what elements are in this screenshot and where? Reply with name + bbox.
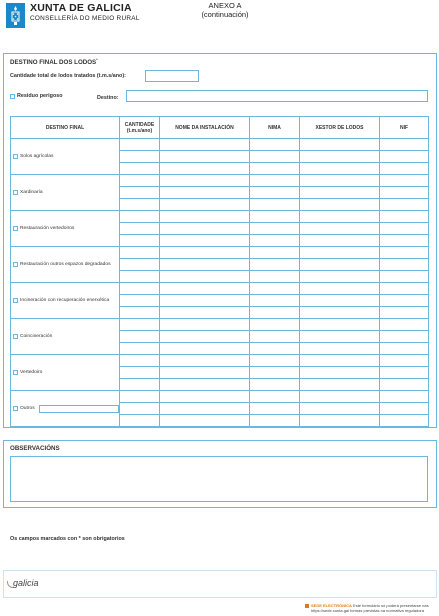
xunta-shield-icon: [6, 3, 25, 28]
destino-category-label: Solos agrícolas: [20, 154, 54, 159]
nome-instalacion-cell[interactable]: [160, 379, 250, 391]
org-name: XUNTA DE GALICIA: [30, 2, 132, 14]
destino-category-label: Coincineración: [20, 334, 53, 339]
required-mark: *: [96, 57, 98, 62]
xestor-lodos-cell[interactable]: [300, 391, 380, 403]
col-header-xestor-lodos: XESTOR DE LODOS: [300, 117, 380, 139]
nome-instalacion-cell[interactable]: [160, 367, 250, 379]
sede-electronica-icon: [305, 604, 309, 608]
sede-line2: formas previstas na normativa reguladora: [350, 608, 424, 613]
destino-category-cell: [11, 319, 120, 355]
nima-cell[interactable]: [250, 199, 300, 211]
cantidade-cell[interactable]: [120, 271, 160, 283]
nome-instalacion-cell[interactable]: [160, 343, 250, 355]
nima-cell[interactable]: [250, 271, 300, 283]
nif-cell[interactable]: [380, 235, 429, 247]
xestor-lodos-cell[interactable]: [300, 235, 380, 247]
nima-cell[interactable]: [250, 187, 300, 199]
cantidade-cell[interactable]: [120, 415, 160, 427]
destino-category-label: Xardinaría: [20, 190, 43, 195]
nome-instalacion-cell[interactable]: [160, 391, 250, 403]
cantidade-cell[interactable]: [120, 211, 160, 223]
nima-cell[interactable]: [250, 259, 300, 271]
nima-cell[interactable]: [250, 223, 300, 235]
nif-cell[interactable]: [380, 259, 429, 271]
nome-instalacion-cell[interactable]: [160, 319, 250, 331]
cantidade-cell[interactable]: [120, 163, 160, 175]
nima-cell[interactable]: [250, 235, 300, 247]
sede-line1: Este formulario só poderá presentarse nas: [353, 603, 429, 608]
nome-instalacion-cell[interactable]: [160, 271, 250, 283]
nome-instalacion-cell[interactable]: [160, 259, 250, 271]
nome-instalacion-cell[interactable]: [160, 355, 250, 367]
required-fields-note: Os campos marcados con * son obrigatorios: [10, 536, 125, 542]
nome-instalacion-cell[interactable]: [160, 235, 250, 247]
nome-instalacion-cell[interactable]: [160, 331, 250, 343]
cantidade-cell[interactable]: [120, 379, 160, 391]
nima-cell[interactable]: [250, 355, 300, 367]
nif-cell[interactable]: [380, 163, 429, 175]
xestor-lodos-cell[interactable]: [300, 139, 380, 151]
nima-cell[interactable]: [250, 343, 300, 355]
nome-instalacion-cell[interactable]: [160, 295, 250, 307]
xestor-lodos-cell[interactable]: [300, 283, 380, 295]
nif-cell[interactable]: [380, 403, 429, 415]
nome-instalacion-cell[interactable]: [160, 415, 250, 427]
annex-subtitle: (continuación): [201, 10, 249, 19]
cantidade-cell[interactable]: [120, 355, 160, 367]
destino-category-checkbox[interactable]: [13, 298, 18, 303]
residuo-perigoso-checkbox[interactable]: [10, 94, 15, 99]
nima-cell[interactable]: [250, 139, 300, 151]
sede-url[interactable]: https://sede.xunta.gal: [311, 608, 350, 613]
cantidade-cell[interactable]: [120, 223, 160, 235]
destino-input[interactable]: [126, 90, 428, 102]
xestor-lodos-cell[interactable]: [300, 187, 380, 199]
observacions-title: OBSERVACIÓNS: [10, 445, 60, 452]
destino-category-checkbox[interactable]: [13, 190, 18, 195]
nome-instalacion-cell[interactable]: [160, 211, 250, 223]
xestor-lodos-cell[interactable]: [300, 259, 380, 271]
residuo-perigoso-label: Residuo perigoso: [17, 93, 63, 99]
xestor-lodos-cell[interactable]: [300, 331, 380, 343]
nif-cell[interactable]: [380, 139, 429, 151]
col-header-nome-instalacion: NOME DA INSTALACIÓN: [160, 117, 250, 139]
cantidade-cell[interactable]: [120, 391, 160, 403]
nif-cell[interactable]: [380, 271, 429, 283]
cantidade-cell[interactable]: [120, 307, 160, 319]
xestor-lodos-cell[interactable]: [300, 415, 380, 427]
xestor-lodos-cell[interactable]: [300, 367, 380, 379]
nif-cell[interactable]: [380, 331, 429, 343]
xestor-lodos-cell[interactable]: [300, 379, 380, 391]
nima-cell[interactable]: [250, 151, 300, 163]
cantidade-cell[interactable]: [120, 403, 160, 415]
table-row: [11, 247, 429, 259]
nima-cell[interactable]: [250, 211, 300, 223]
cantidade-cell[interactable]: [120, 343, 160, 355]
nif-cell[interactable]: [380, 151, 429, 163]
nima-cell[interactable]: [250, 295, 300, 307]
nif-cell[interactable]: [380, 295, 429, 307]
xestor-lodos-cell[interactable]: [300, 355, 380, 367]
destino-category-label: Outros: [20, 406, 35, 411]
cantidade-total-input[interactable]: [145, 70, 199, 82]
sede-name: SEDE ELECTRÓNICA: [311, 603, 352, 608]
nome-instalacion-cell[interactable]: [160, 175, 250, 187]
nome-instalacion-cell[interactable]: [160, 223, 250, 235]
dept-name: CONSELLERÍA DO MEDIO RURAL: [30, 15, 140, 22]
xestor-lodos-cell[interactable]: [300, 211, 380, 223]
nif-cell[interactable]: [380, 343, 429, 355]
xestor-lodos-cell[interactable]: [300, 403, 380, 415]
nome-instalacion-cell[interactable]: [160, 247, 250, 259]
nif-cell[interactable]: [380, 187, 429, 199]
destino-category-cell: [11, 391, 120, 427]
col-header-cantidade: CANTIDADE (t.m.s/ano): [120, 117, 160, 139]
col-header-nima: NIMA: [250, 117, 300, 139]
destino-category-cell: [11, 139, 120, 175]
destino-category-cell: [11, 211, 120, 247]
destino-category-cell: [11, 247, 120, 283]
xestor-lodos-cell[interactable]: [300, 163, 380, 175]
cantidade-cell[interactable]: [120, 247, 160, 259]
cantidade-cell[interactable]: [120, 283, 160, 295]
nif-cell[interactable]: [380, 391, 429, 403]
cantidade-total-label: Cantidade total de lodos tratados (t.m.s/ano):: [10, 73, 126, 79]
destino-category-label: Restauración outros espazos degradados: [20, 262, 111, 267]
xestor-lodos-cell[interactable]: [300, 295, 380, 307]
nif-cell[interactable]: [380, 379, 429, 391]
nome-instalacion-cell[interactable]: [160, 283, 250, 295]
nif-cell[interactable]: [380, 175, 429, 187]
destino-section-title: DESTINO FINAL DOS LODOS*: [10, 57, 98, 67]
cantidade-cell[interactable]: [120, 199, 160, 211]
destino-category-checkbox[interactable]: [13, 370, 18, 375]
nima-cell[interactable]: [250, 283, 300, 295]
destino-category-label: Incineración con recuperación enerxética: [20, 298, 110, 303]
galicia-logo: galicia: [13, 578, 39, 588]
nima-cell[interactable]: [250, 415, 300, 427]
destino-category-cell: [11, 355, 120, 391]
xestor-lodos-cell[interactable]: [300, 223, 380, 235]
nima-cell[interactable]: [250, 319, 300, 331]
table-row: [11, 175, 429, 187]
xestor-lodos-cell[interactable]: [300, 151, 380, 163]
destino-category-label: Restauración vertedoiros: [20, 226, 75, 231]
table-row: [11, 355, 429, 367]
nif-cell[interactable]: [380, 223, 429, 235]
nif-cell[interactable]: [380, 283, 429, 295]
nif-cell[interactable]: [380, 367, 429, 379]
xestor-lodos-cell[interactable]: [300, 175, 380, 187]
nima-cell[interactable]: [250, 403, 300, 415]
destino-category-cell: [11, 175, 120, 211]
xestor-lodos-cell[interactable]: [300, 199, 380, 211]
nima-cell[interactable]: [250, 307, 300, 319]
table-row: [11, 319, 429, 331]
destino-category-checkbox[interactable]: [13, 226, 18, 231]
table-row: [11, 283, 429, 295]
nome-instalacion-cell[interactable]: [160, 163, 250, 175]
cantidade-cell[interactable]: [120, 295, 160, 307]
table-row: [11, 139, 429, 151]
nif-cell[interactable]: [380, 415, 429, 427]
destino-category-label: Vertedoiro: [20, 370, 43, 375]
nome-instalacion-cell[interactable]: [160, 139, 250, 151]
outros-specify-input[interactable]: [39, 405, 119, 413]
table-row: [11, 391, 429, 403]
nima-cell[interactable]: [250, 175, 300, 187]
nif-cell[interactable]: [380, 199, 429, 211]
annex-title: ANEXO A: [208, 1, 242, 10]
nima-cell[interactable]: [250, 247, 300, 259]
nome-instalacion-cell[interactable]: [160, 403, 250, 415]
xestor-lodos-cell[interactable]: [300, 271, 380, 283]
nima-cell[interactable]: [250, 379, 300, 391]
nome-instalacion-cell[interactable]: [160, 151, 250, 163]
xestor-lodos-cell[interactable]: [300, 319, 380, 331]
cantidade-cell[interactable]: [120, 367, 160, 379]
xestor-lodos-cell[interactable]: [300, 247, 380, 259]
nif-cell[interactable]: [380, 319, 429, 331]
cantidade-cell[interactable]: [120, 259, 160, 271]
destino-category-checkbox[interactable]: [13, 262, 18, 267]
nome-instalacion-cell[interactable]: [160, 199, 250, 211]
xestor-lodos-cell[interactable]: [300, 307, 380, 319]
xestor-lodos-cell[interactable]: [300, 343, 380, 355]
col-header-destino-final: DESTINO FINAL: [11, 117, 120, 139]
cantidade-cell[interactable]: [120, 235, 160, 247]
cantidade-cell[interactable]: [120, 151, 160, 163]
cantidade-cell[interactable]: [120, 331, 160, 343]
nima-cell[interactable]: [250, 367, 300, 379]
sede-electronica-note: [311, 603, 429, 613]
nome-instalacion-cell[interactable]: [160, 307, 250, 319]
cantidade-cell[interactable]: [120, 139, 160, 151]
nima-cell[interactable]: [250, 391, 300, 403]
destino-category-cell: [11, 283, 120, 319]
nif-cell[interactable]: [380, 355, 429, 367]
destino-category-checkbox[interactable]: [13, 334, 18, 339]
table-header-row: [11, 117, 429, 139]
destino-final-table: [10, 116, 429, 427]
nima-cell[interactable]: [250, 163, 300, 175]
nif-cell[interactable]: [380, 211, 429, 223]
nif-cell[interactable]: [380, 247, 429, 259]
footer-box: [3, 570, 437, 598]
cantidade-cell[interactable]: [120, 187, 160, 199]
nima-cell[interactable]: [250, 331, 300, 343]
cantidade-cell[interactable]: [120, 175, 160, 187]
destino-label: Destino:: [97, 95, 119, 101]
col-header-nif: NIF: [380, 117, 429, 139]
destino-category-checkbox[interactable]: [13, 406, 18, 411]
observacions-textarea[interactable]: [10, 456, 428, 502]
nif-cell[interactable]: [380, 307, 429, 319]
table-row: [11, 211, 429, 223]
nome-instalacion-cell[interactable]: [160, 187, 250, 199]
destino-category-checkbox[interactable]: [13, 154, 18, 159]
cantidade-cell[interactable]: [120, 319, 160, 331]
